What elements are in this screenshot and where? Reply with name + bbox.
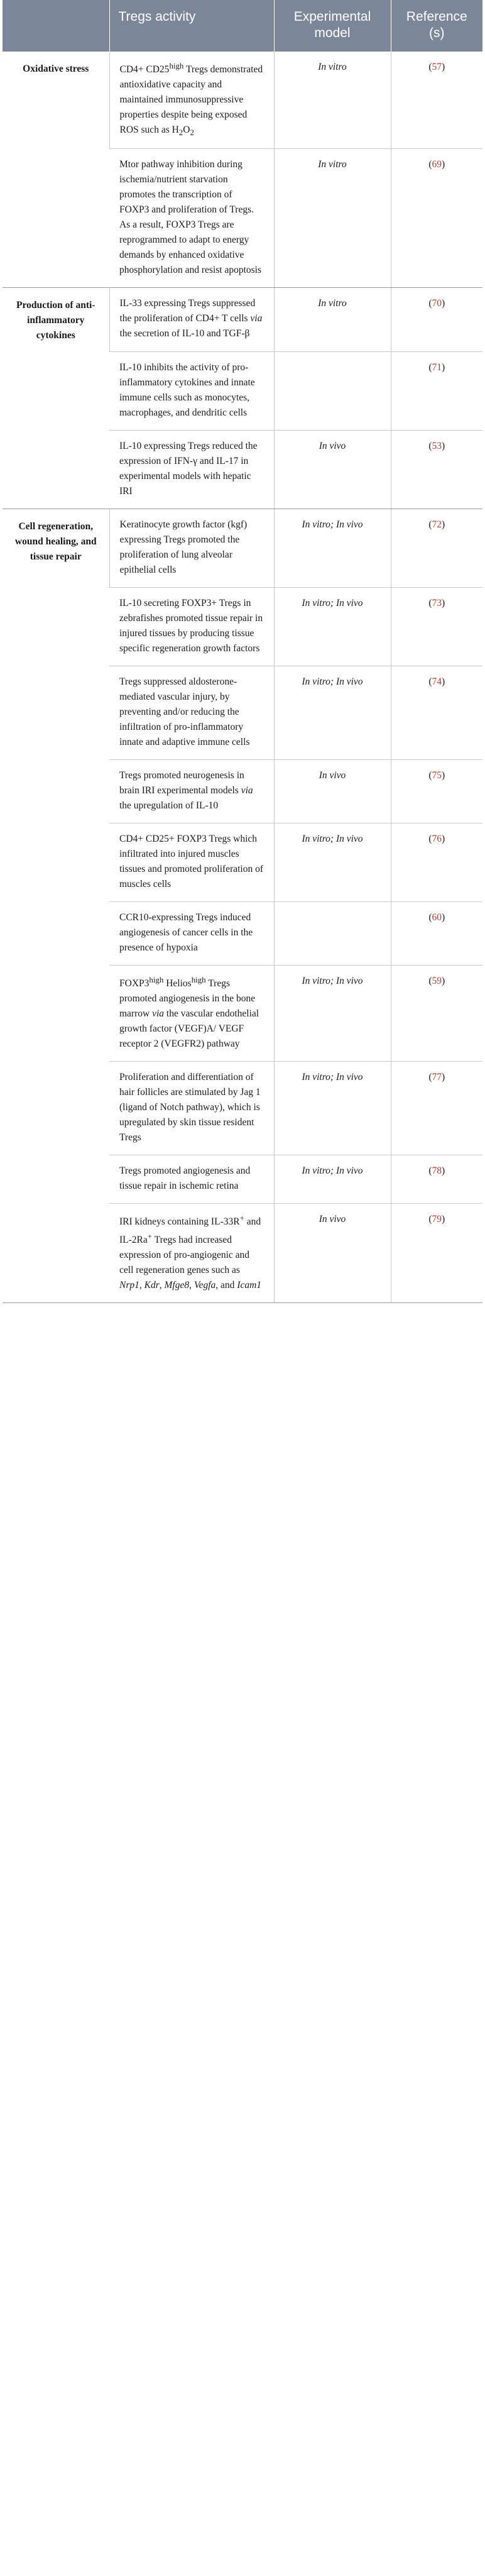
- table-row: [3, 52, 482, 149]
- reference-link[interactable]: 70: [432, 298, 442, 309]
- activity-cell: Mtor pathway inhibition during ischemia/nutrient starvation promotes the transcription of FOXP3 and proliferation of Tregs. As a result, FOXP3 Tregs are reprogrammed to adapt to energy demands by enhanced oxidative phosphorylation and resist apoptosis: [109, 149, 274, 288]
- model-cell: In vitro; In vivo: [274, 587, 391, 666]
- activity-cell: CD4+ CD25+ FOXP3 Tregs which infiltrated into injured muscles tissues and promoted proliferation of muscles cells: [109, 823, 274, 901]
- activity-cell: Tregs promoted neurogenesis in brain IRI experimental models via the upregulation of IL-10: [109, 759, 274, 823]
- header-row: [3, 0, 482, 52]
- reference-cell: (70): [391, 288, 482, 351]
- header-category: [3, 0, 109, 52]
- table-row: [3, 509, 482, 587]
- activity-cell: $FOXP3^{high}$ Helios$^{high}$ Tregs promoted angiogenesis in the bone marrow via the vascular endothelial growth factor (VEGF)A/ VEGF receptor 2 (VEGFR2) pathway: [109, 965, 274, 1061]
- reference-cell: (57): [391, 52, 482, 149]
- reference-cell: (79): [391, 1204, 482, 1302]
- category-cell-regeneration: Cell regeneration, wound healing, and tissue repair: [3, 509, 109, 1302]
- reference-cell: (73): [391, 587, 482, 666]
- model-cell: In vitro: [274, 149, 391, 288]
- model-cell: [274, 901, 391, 965]
- reference-cell: (72): [391, 509, 482, 587]
- activity-cell: IL-10 expressing Tregs reduced the expression of IFN-γ and IL-17 in experimental models with hepatic IRI: [109, 430, 274, 509]
- activity-cell: Keratinocyte growth factor (kgf) expressing Tregs promoted the proliferation of lung alveolar epithelial cells: [109, 509, 274, 587]
- model-cell: In vitro; In vivo: [274, 666, 391, 759]
- activity-cell: Tregs promoted angiogenesis and tissue repair in ischemic retina: [109, 1155, 274, 1204]
- model-cell: In vitro; In vivo: [274, 1062, 391, 1155]
- activity-cell: CCR10-expressing Tregs induced angiogenesis of cancer cells in the presence of hypoxia: [109, 901, 274, 965]
- activity-cell: Tregs suppressed aldosterone-mediated vascular injury, by preventing and/or reducing the infiltration of pro-inflammatory innate and adaptive immune cells: [109, 666, 274, 759]
- header-activity: Tregs activity: [109, 0, 274, 52]
- reference-link[interactable]: 75: [432, 769, 442, 781]
- reference-cell: (76): [391, 823, 482, 901]
- category-anti-inflammatory-cytokines: Production of anti-inflammatory cytokines: [3, 288, 109, 509]
- reference-cell: (75): [391, 759, 482, 823]
- reference-link[interactable]: 78: [432, 1165, 442, 1177]
- reference-link[interactable]: 77: [432, 1072, 442, 1083]
- reference-link[interactable]: 60: [432, 911, 442, 923]
- reference-link[interactable]: 71: [432, 361, 442, 373]
- reference-link[interactable]: 74: [432, 676, 442, 687]
- reference-cell: (60): [391, 901, 482, 965]
- reference-link[interactable]: 53: [432, 440, 442, 451]
- reference-cell: (77): [391, 1062, 482, 1155]
- reference-cell: (74): [391, 666, 482, 759]
- model-cell: In vivo: [274, 759, 391, 823]
- activity-cell: IL-10 inhibits the activity of pro-inflammatory cytokines and innate immune cells such as monocytes, macrophages, and dendritic cells: [109, 351, 274, 430]
- model-cell: In vitro; In vivo: [274, 965, 391, 1061]
- reference-cell: (69): [391, 149, 482, 288]
- reference-link[interactable]: 72: [432, 519, 442, 530]
- reference-cell: (53): [391, 430, 482, 509]
- activity-cell: $CD4+ CD25^{high}$ Tregs demonstrated antioxidative capacity and maintained immunosuppressive properties despite being exposed ROS such as $H_2O_2$: [109, 52, 274, 149]
- model-cell: In vitro: [274, 52, 391, 149]
- activity-cell: Proliferation and differentiation of hair follicles are stimulated by Jag 1 (ligand of Notch pathway), which is upregulated by skin tissue resident Tregs: [109, 1062, 274, 1155]
- model-cell: In vivo: [274, 430, 391, 509]
- reference-link[interactable]: 73: [432, 597, 442, 608]
- activity-cell: IL-10 secreting FOXP3+ Tregs in zebrafishes promoted tissue repair in injured tissues by producing tissue specific regeneration growth factors: [109, 587, 274, 666]
- reference-link[interactable]: 59: [432, 975, 442, 986]
- model-cell: [274, 351, 391, 430]
- category-oxidative-stress: Oxidative stress: [3, 52, 109, 288]
- reference-link[interactable]: 79: [432, 1214, 442, 1225]
- tregs-activity-table: [3, 0, 482, 1303]
- reference-cell: (78): [391, 1155, 482, 1204]
- reference-link[interactable]: 57: [432, 62, 442, 72]
- activity-cell: IRI kidneys containing IL-33R+ and IL-2Ra+ Tregs had increased expression of pro-angiogenic and cell regeneration genes such as Nrp1, Kdr, Mfge8, Vegfa, and Icam1: [109, 1204, 274, 1302]
- model-cell: In vitro; In vivo: [274, 1155, 391, 1204]
- model-cell: In vitro: [274, 288, 391, 351]
- model-cell: In vitro; In vivo: [274, 823, 391, 901]
- reference-link[interactable]: 76: [432, 833, 442, 844]
- model-cell: In vitro; In vivo: [274, 509, 391, 587]
- model-cell: In vivo: [274, 1204, 391, 1302]
- header-model: Experimental model: [274, 0, 391, 52]
- reference-cell: (59): [391, 965, 482, 1061]
- header-reference: Reference (s): [391, 0, 482, 52]
- table-row: [3, 288, 482, 351]
- reference-cell: (71): [391, 351, 482, 430]
- activity-cell: IL-33 expressing Tregs suppressed the proliferation of CD4+ T cells via the secretion of IL-10 and TGF-β: [109, 288, 274, 351]
- reference-link[interactable]: 69: [432, 159, 442, 170]
